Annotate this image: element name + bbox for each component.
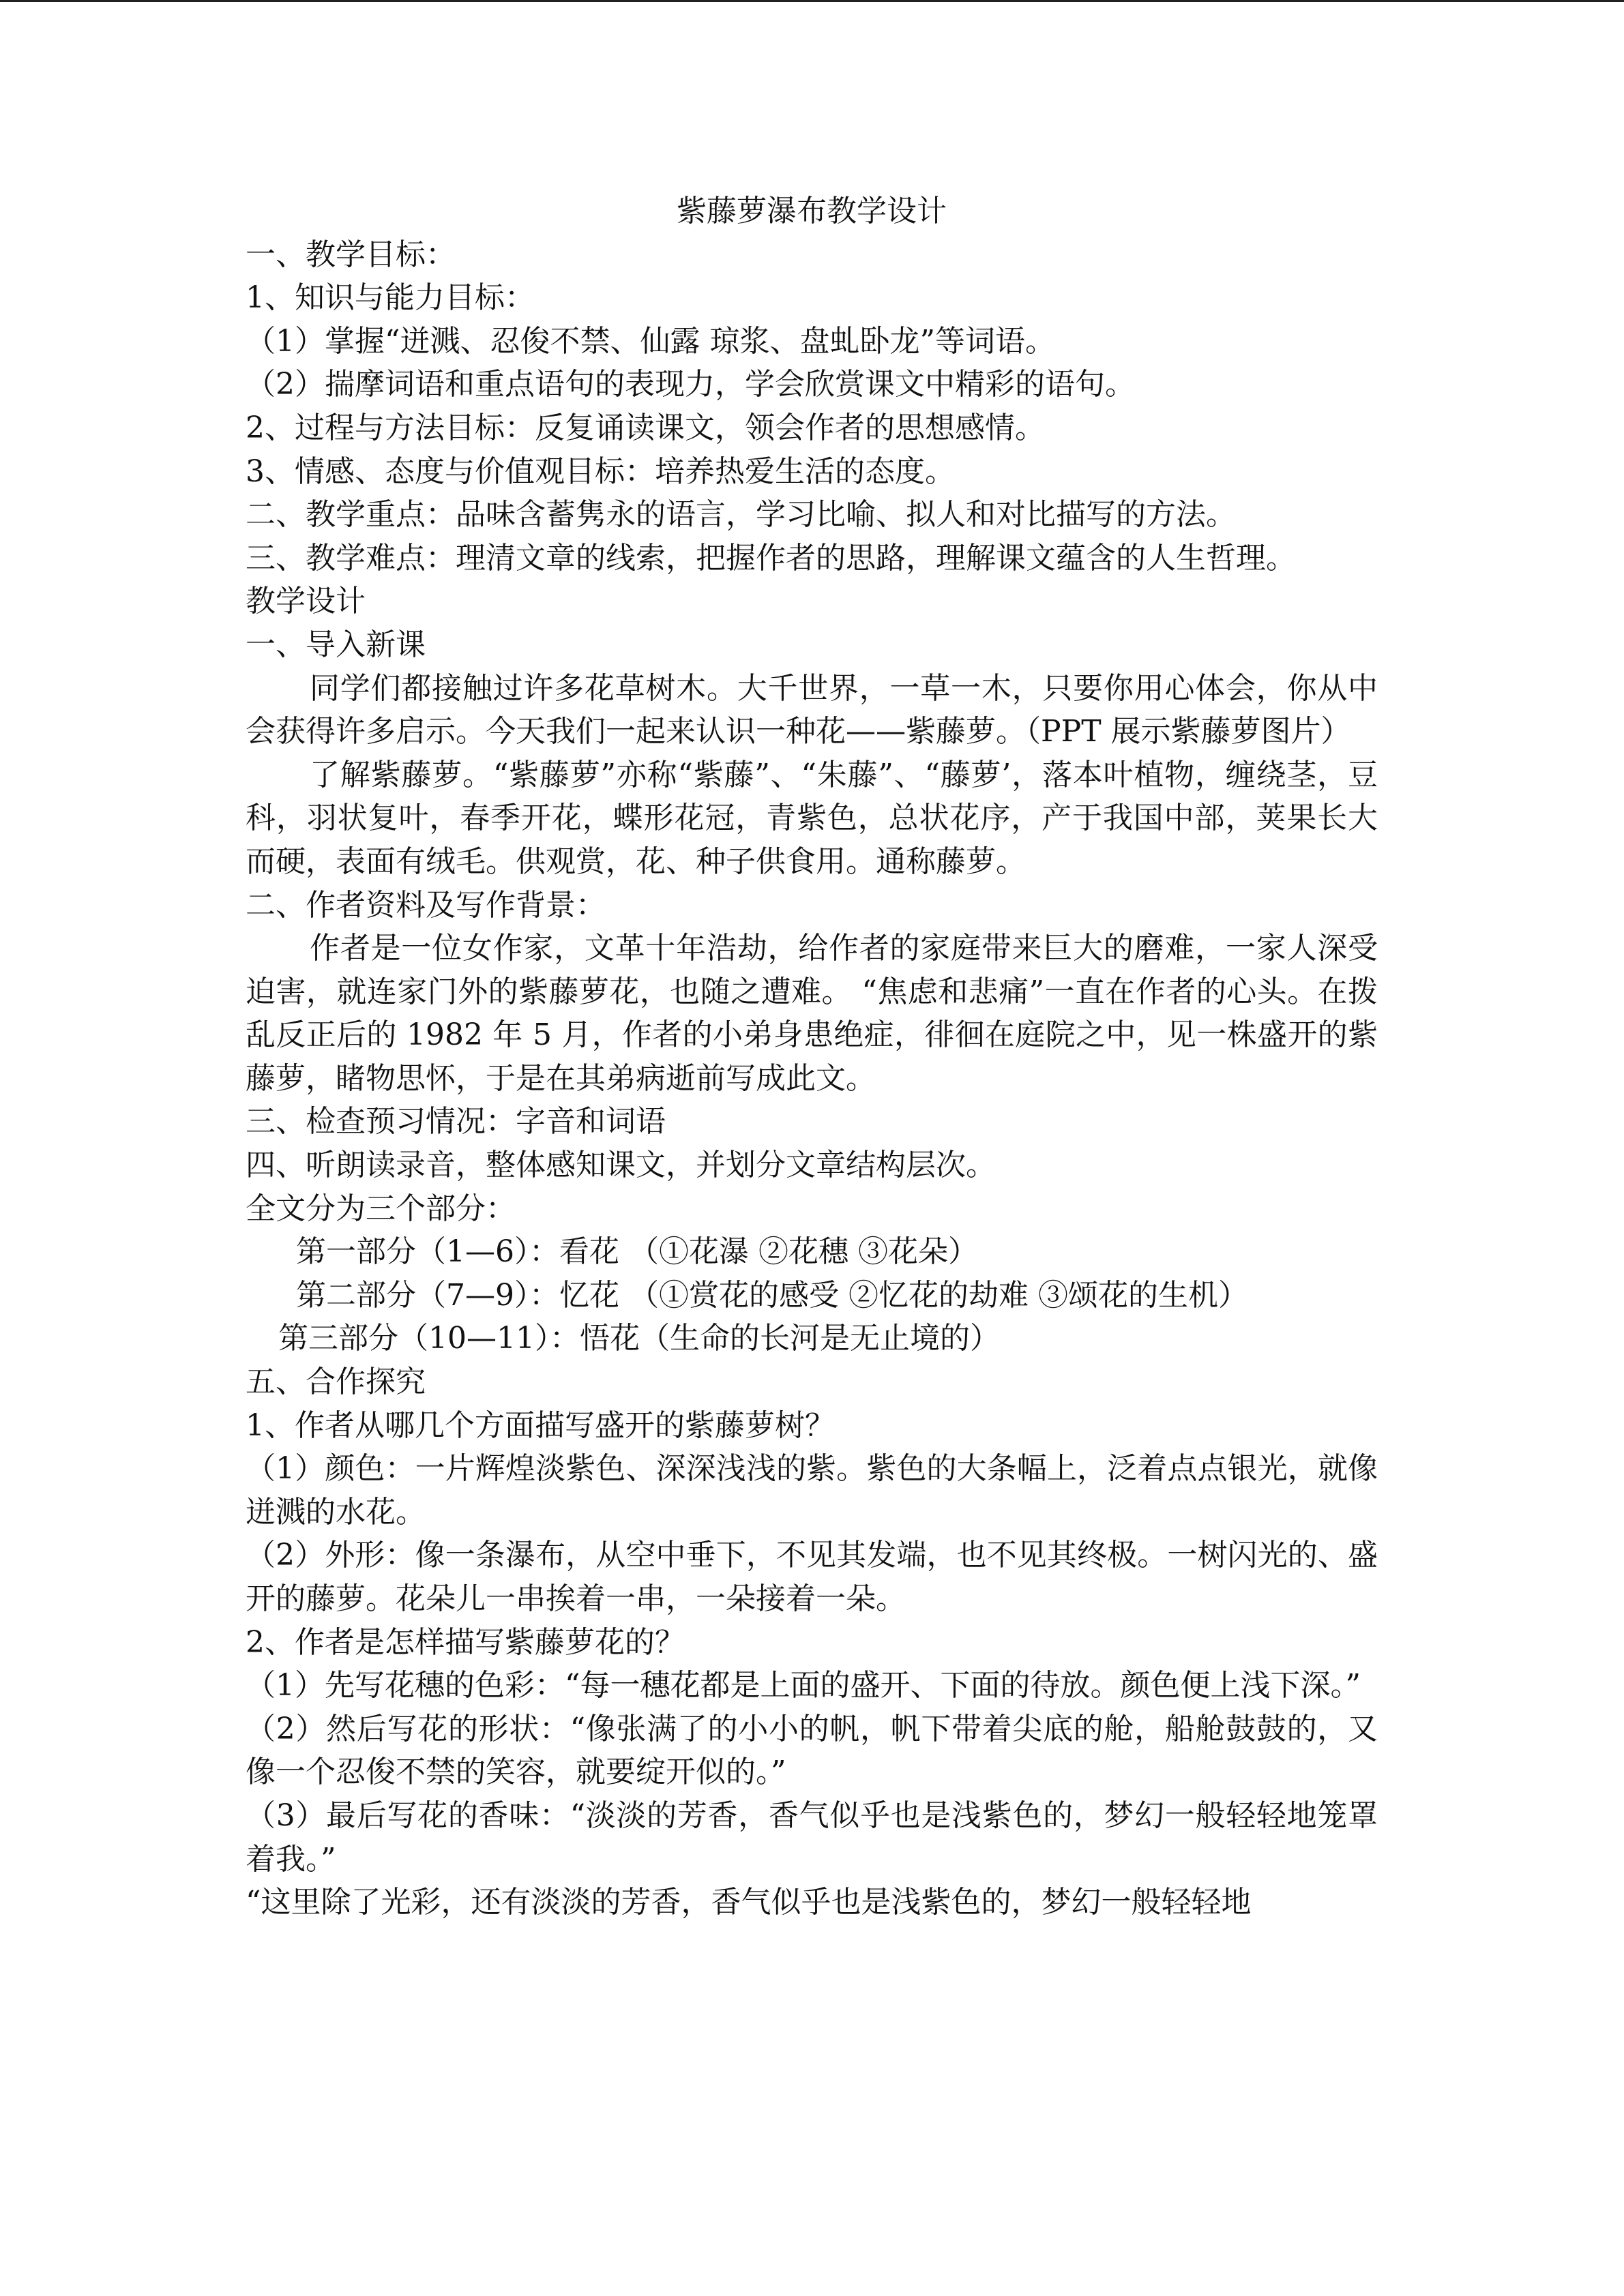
objective-knowledge-heading: 1、知识与能力目标： [246, 280, 535, 316]
document-title: 紫藤萝瀑布教学设计 [677, 194, 947, 228]
question-2: 2、作者是怎样描写紫藤萝花的？ [246, 1624, 685, 1660]
objective-item: （2）揣摩词语和重点语句的表现力，学会欣赏课文中精彩的语句。 [246, 367, 1135, 402]
objective-process: 2、过程与方法目标：反复诵读课文，领会作者的思想感情。 [246, 410, 1045, 445]
question-1: 1、作者从哪几个方面描写盛开的紫藤萝树？ [246, 1407, 835, 1443]
structure-part-1: 第一部分（1—6）：看花 （①花瀑 ②花穗 ③花朵） [296, 1234, 978, 1270]
structure-intro: 全文分为三个部分： [246, 1191, 516, 1226]
objective-emotion: 3、情感、态度与价值观目标：培养热爱生活的态度。 [246, 453, 955, 489]
answer-color: （1）颜色：一片辉煌淡紫色、深深浅浅的紫。紫色的大条幅上，泛着点点银光，就像迸溅的水花。 [246, 1451, 1378, 1530]
section-heading-difficulties: 三、教学难点：理清文章的线索，把握作者的思路，理解课文蕴含的人生哲理。 [246, 540, 1296, 576]
paragraph-introduction: 同学们都接触过许多花草树木。大千世界，一草一木，只要你用心体会，你从中会获得许多启示。今天我们一起来认识一种花——紫藤萝。（PPT 展示紫藤萝图片） [246, 670, 1378, 749]
section-heading-preview: 三、检查预习情况：字音和词语 [246, 1104, 666, 1139]
answer-flower-fragrance: （3）最后写花的香味：“淡淡的芳香，香气似乎也是浅紫色的，梦幻一般轻轻地笼罩着我。” [246, 1798, 1378, 1877]
answer-shape: （2）外形：像一条瀑布，从空中垂下，不见其发端，也不见其终极。一树闪光的、盛开的藤萝。花朵儿一串挨着一串，一朵接着一朵。 [246, 1538, 1378, 1616]
section-heading-exploration: 五、合作探究 [246, 1365, 426, 1400]
section-heading-introduction: 一、导入新课 [246, 627, 426, 662]
teaching-design-heading: 教学设计 [246, 584, 366, 619]
section-heading-key-points: 二、教学重点：品味含蓄隽永的语言，学习比喻、拟人和对比描写的方法。 [246, 497, 1236, 533]
document-body [246, 190, 1378, 1924]
section-heading-listening: 四、听朗读录音，整体感知课文，并划分文章结构层次。 [246, 1148, 996, 1183]
answer-flower-shape: （2）然后写花的形状：“像张满了的小小的帆，帆下带着尖底的舱，船舱鼓鼓的，又像一个忍俊不禁的笑容，就要绽开似的。” [246, 1711, 1378, 1790]
answer-flower-color: （1）先写花穗的色彩：“每一穗花都是上面的盛开、下面的待放。颜色便上浅下深。” [246, 1668, 1361, 1703]
objective-item: （1）掌握“迸溅、忍俊不禁、仙露 琼浆、盘虬卧龙”等词语。 [246, 323, 1055, 359]
quote-continuation: “这里除了光彩，还有淡淡的芳香，香气似乎也是浅紫色的，梦幻一般轻轻地 [246, 1885, 1252, 1920]
paragraph-wisteria-definition: 了解紫藤萝。“紫藤萝”亦称“紫藤”、“朱藤”、“藤萝’，落本叶植物，缠绕茎，豆科，羽状复叶，春季开花，蝶形花冠，青紫色，总状花序，产于我国中部，荚果长大而硬，表面有绒毛。供观赏，花、种子供食用。通称藤萝。 [246, 757, 1378, 879]
section-heading-objectives: 一、教学目标： [246, 237, 456, 272]
paragraph-author-background: 作者是一位女作家，文革十年浩劫，给作者的家庭带来巨大的磨难，一家人深受迫害，就连家门外的紫藤萝花，也随之遭难。 “焦虑和悲痛”一直在作者的心头。在拨乱反正后的 1982 年 5 月，作者的小弟身患绝症，徘徊在庭院之中，见一株盛开的紫藤萝，睹物思怀，于是在其弟病逝前写成此文。 [246, 931, 1378, 1096]
page-top-border [0, 0, 1624, 2]
structure-part-3: 第三部分（10—11）：悟花（生命的长河是无止境的） [278, 1321, 1000, 1356]
section-heading-author: 二、作者资料及写作背景： [246, 887, 606, 923]
structure-part-2: 第二部分（7—9）：忆花 （①赏花的感受 ②忆花的劫难 ③颂花的生机） [296, 1277, 1248, 1313]
